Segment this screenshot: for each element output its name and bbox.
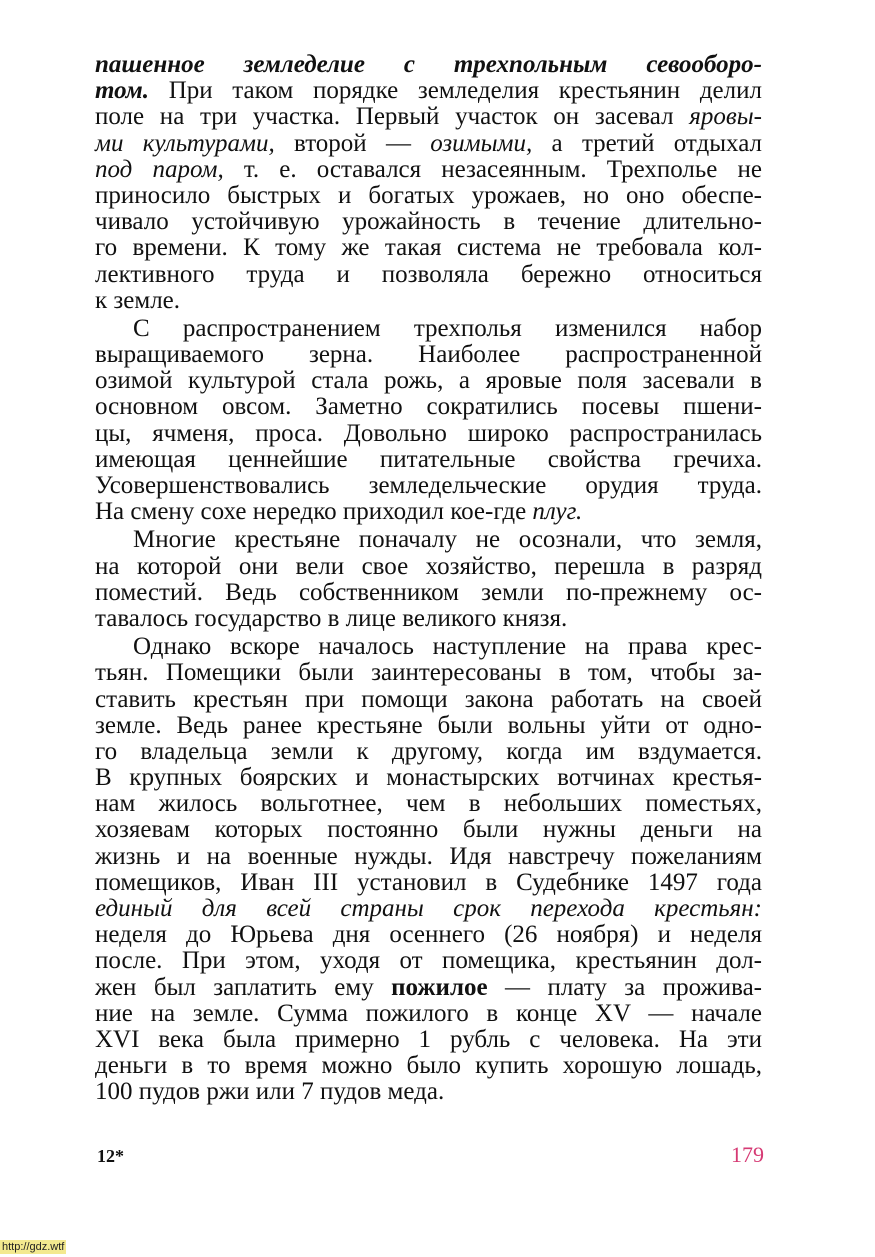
text-run: На смену сохе нередко приходил кое-где (95, 498, 533, 526)
text-run: При таком порядке земледелия крестьянин делил (149, 77, 762, 105)
text-run: земле. Ведь ранее крестьяне были вольны уйти от одно- (95, 711, 762, 739)
text-run: чивало устойчивую урожайность в течение длительно- (95, 208, 762, 236)
text-run: XVI века была примерно 1 рубль с человека. На эти (95, 1025, 762, 1053)
text-run: Однако вскоре началось наступление на права крес- (133, 633, 762, 661)
paragraph (95, 634, 762, 1105)
text-line (95, 262, 762, 288)
text-line (95, 368, 762, 394)
text-line (95, 896, 762, 922)
text-run: к земле. (95, 286, 181, 314)
text-line (95, 948, 762, 974)
text-run: выращиваемого зерна. Наиболее распространенной (95, 341, 762, 369)
text-run: 100 пудов ржи или 7 пудов меда. (95, 1078, 445, 1106)
text-run: Усовершенствовались земледельческие орудия труда. (95, 472, 762, 499)
paragraph (95, 316, 762, 526)
text-run: тьян. Помещики были заинтересованы в том, чтобы за- (95, 659, 762, 687)
text-run: приносило быстрых и богатых урожаев, но оно обеспе- (95, 181, 762, 209)
text-line (95, 660, 762, 686)
paragraph (95, 527, 762, 632)
text-line (95, 580, 762, 606)
text-line (95, 131, 762, 157)
text-run: поместий. Ведь собственником земли по-прежнему ос- (95, 578, 762, 606)
text-run: хозяевам которых постоянно были нужны деньги на (95, 816, 762, 844)
text-run: лективного труда и позволяла бережно относиться (95, 260, 762, 288)
text-run: второй — (274, 129, 431, 157)
text-run: жен был заплатить ему (95, 973, 392, 1001)
text-line (95, 765, 762, 791)
paragraph (95, 52, 762, 314)
text-line (95, 922, 762, 948)
text-run: тавалось государство в лице великого князя. (95, 604, 568, 632)
text-line (95, 78, 762, 104)
text-line (95, 183, 762, 209)
text-run: ние на земле. Сумма пожилого в конце XV — начале (95, 999, 762, 1027)
text-run: после. При этом, уходя от помещика, крестьянин дол- (95, 947, 762, 975)
text-run: деньги в то время можно было купить хорошую лошадь, (95, 1052, 762, 1080)
body-text (95, 52, 762, 1108)
text-run: помещиков, Иван III установил в Судебнике 1497 года (95, 868, 762, 896)
text-line (95, 1027, 762, 1053)
text-line (95, 527, 762, 553)
text-line (95, 817, 762, 843)
term-italic: плуг. (532, 498, 583, 526)
page-number: 179 (731, 1142, 764, 1167)
text-run: на которой они вели свое хозяйство, перешла в разряд (95, 552, 762, 580)
text-line (95, 157, 762, 183)
text-line (95, 713, 762, 739)
text-line (95, 394, 762, 420)
text-line (95, 606, 762, 632)
term-italic: ми культурами, (95, 129, 275, 157)
text-line (95, 1001, 762, 1027)
text-line (95, 235, 762, 261)
text-run: поле на три участка. Первый участок он засевал (95, 103, 690, 131)
text-run: Многие крестьяне поначалу не осознали, что земля, (133, 526, 762, 554)
text-line (95, 473, 762, 499)
text-line (95, 421, 762, 447)
text-line (95, 342, 762, 368)
text-line (95, 634, 762, 660)
text-line (95, 499, 762, 525)
text-run: основном овсом. Заметно сократились посевы пшени- (95, 393, 762, 421)
text-line (95, 288, 762, 314)
term-italic: под паром, (95, 155, 224, 183)
text-line (95, 1053, 762, 1079)
text-line (95, 844, 762, 870)
text-run: С распространением трехполья изменился набор (133, 314, 762, 342)
term-italic: озимыми, (430, 129, 533, 157)
text-run: го владельца земли к другому, когда им вздумается. (95, 737, 762, 765)
text-run: жизнь и на военные нужды. Идя навстречу пожеланиям (95, 842, 762, 870)
text-run: т. е. оставался незасеянным. Трехполье не (223, 155, 762, 183)
text-run: ставить крестьян при помощи закона работать на своей (95, 685, 762, 713)
text-line (95, 447, 762, 473)
text-line (95, 870, 762, 896)
text-line (95, 739, 762, 765)
term-bold: том. (95, 77, 150, 105)
printer-signature: 12* (97, 1146, 124, 1166)
text-run: В крупных боярских и монастырских вотчинах крестья- (95, 764, 762, 792)
text-run: — плату за прожива- (487, 973, 762, 1001)
text-line (95, 1079, 762, 1105)
text-run: го времени. К тому же такая система не требовала кол- (95, 234, 762, 262)
watermark-link[interactable]: http://gdz.wtf (2, 1241, 65, 1253)
text-line (95, 104, 762, 130)
term-italic: единый для всей страны срок перехода крестьян: (95, 895, 762, 922)
text-line (95, 975, 762, 1001)
text-run: имеющая ценнейшие питательные свойства гречиха. (95, 445, 762, 473)
term-bold: пашенное земледелие с трехпольным севооборо- (95, 51, 762, 78)
text-run: а третий отдыхал (532, 129, 762, 157)
text-line (95, 554, 762, 580)
text-run: неделя до Юрьева дня осеннего (26 ноября) и неделя (95, 921, 762, 949)
text-line (95, 209, 762, 235)
term-bold: пожилое (391, 973, 488, 1001)
text-run: нам жилось вольготнее, чем в небольших поместьях, (95, 790, 762, 818)
term-italic: яровы- (689, 103, 762, 131)
text-run: озимой культурой стала рожь, а яровые поля засевали в (95, 367, 762, 395)
text-line (95, 52, 762, 78)
text-line (95, 791, 762, 817)
text-run: цы, ячменя, проса. Довольно широко распространилась (95, 419, 762, 447)
text-line (95, 687, 762, 713)
text-line (95, 316, 762, 342)
